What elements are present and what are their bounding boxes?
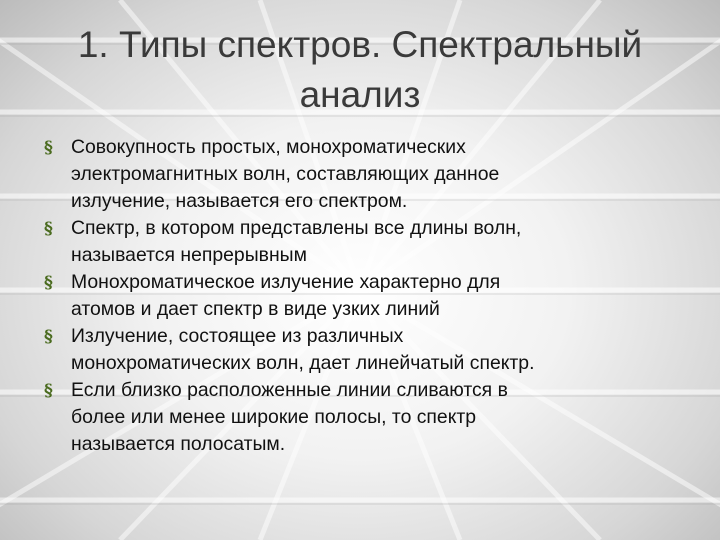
bullet-text-line: Излучение, состоящее из различных [71, 325, 404, 347]
bullet-list [44, 134, 684, 458]
bullet-text-line: называется полосатым. [71, 433, 286, 455]
bullet-item [44, 134, 684, 215]
bullet-text-line: атомов и дает спектр в виде узких линий [71, 298, 440, 320]
bullet-text-line: электромагнитных волн, составляющих данное [71, 163, 500, 185]
bullet-text-line: Монохроматическое излучение характерно для [71, 271, 501, 293]
bullet-text-line: называется непрерывным [71, 244, 307, 266]
section-sign-icon: § [44, 219, 53, 239]
bullet-text-line: более или менее широкие полосы, то спектр [71, 406, 477, 428]
section-sign-icon: § [44, 138, 53, 158]
slide-title [30, 20, 690, 120]
section-sign-icon: § [44, 273, 53, 293]
bullet-item [44, 377, 684, 458]
bullet-text-line: Спектр, в котором представлены все длины волн, [71, 217, 522, 239]
bullet-text-line: монохроматических волн, дает линейчатый спектр. [71, 352, 535, 374]
bullet-text-line: Если близко расположенные линии сливаются в [71, 379, 508, 401]
slide-title-line-1: 1. Типы спектров. Спектральный [77, 24, 643, 65]
bullet-text-line: излучение, называется его спектром. [71, 190, 408, 212]
bullet-text-line: Совокупность простых, монохроматических [71, 136, 466, 158]
bullet-item [44, 323, 684, 377]
bullet-item [44, 215, 684, 269]
section-sign-icon: § [44, 381, 53, 401]
section-sign-icon: § [44, 327, 53, 347]
slide-title-line-2: анализ [299, 74, 421, 115]
bullet-item [44, 269, 684, 323]
